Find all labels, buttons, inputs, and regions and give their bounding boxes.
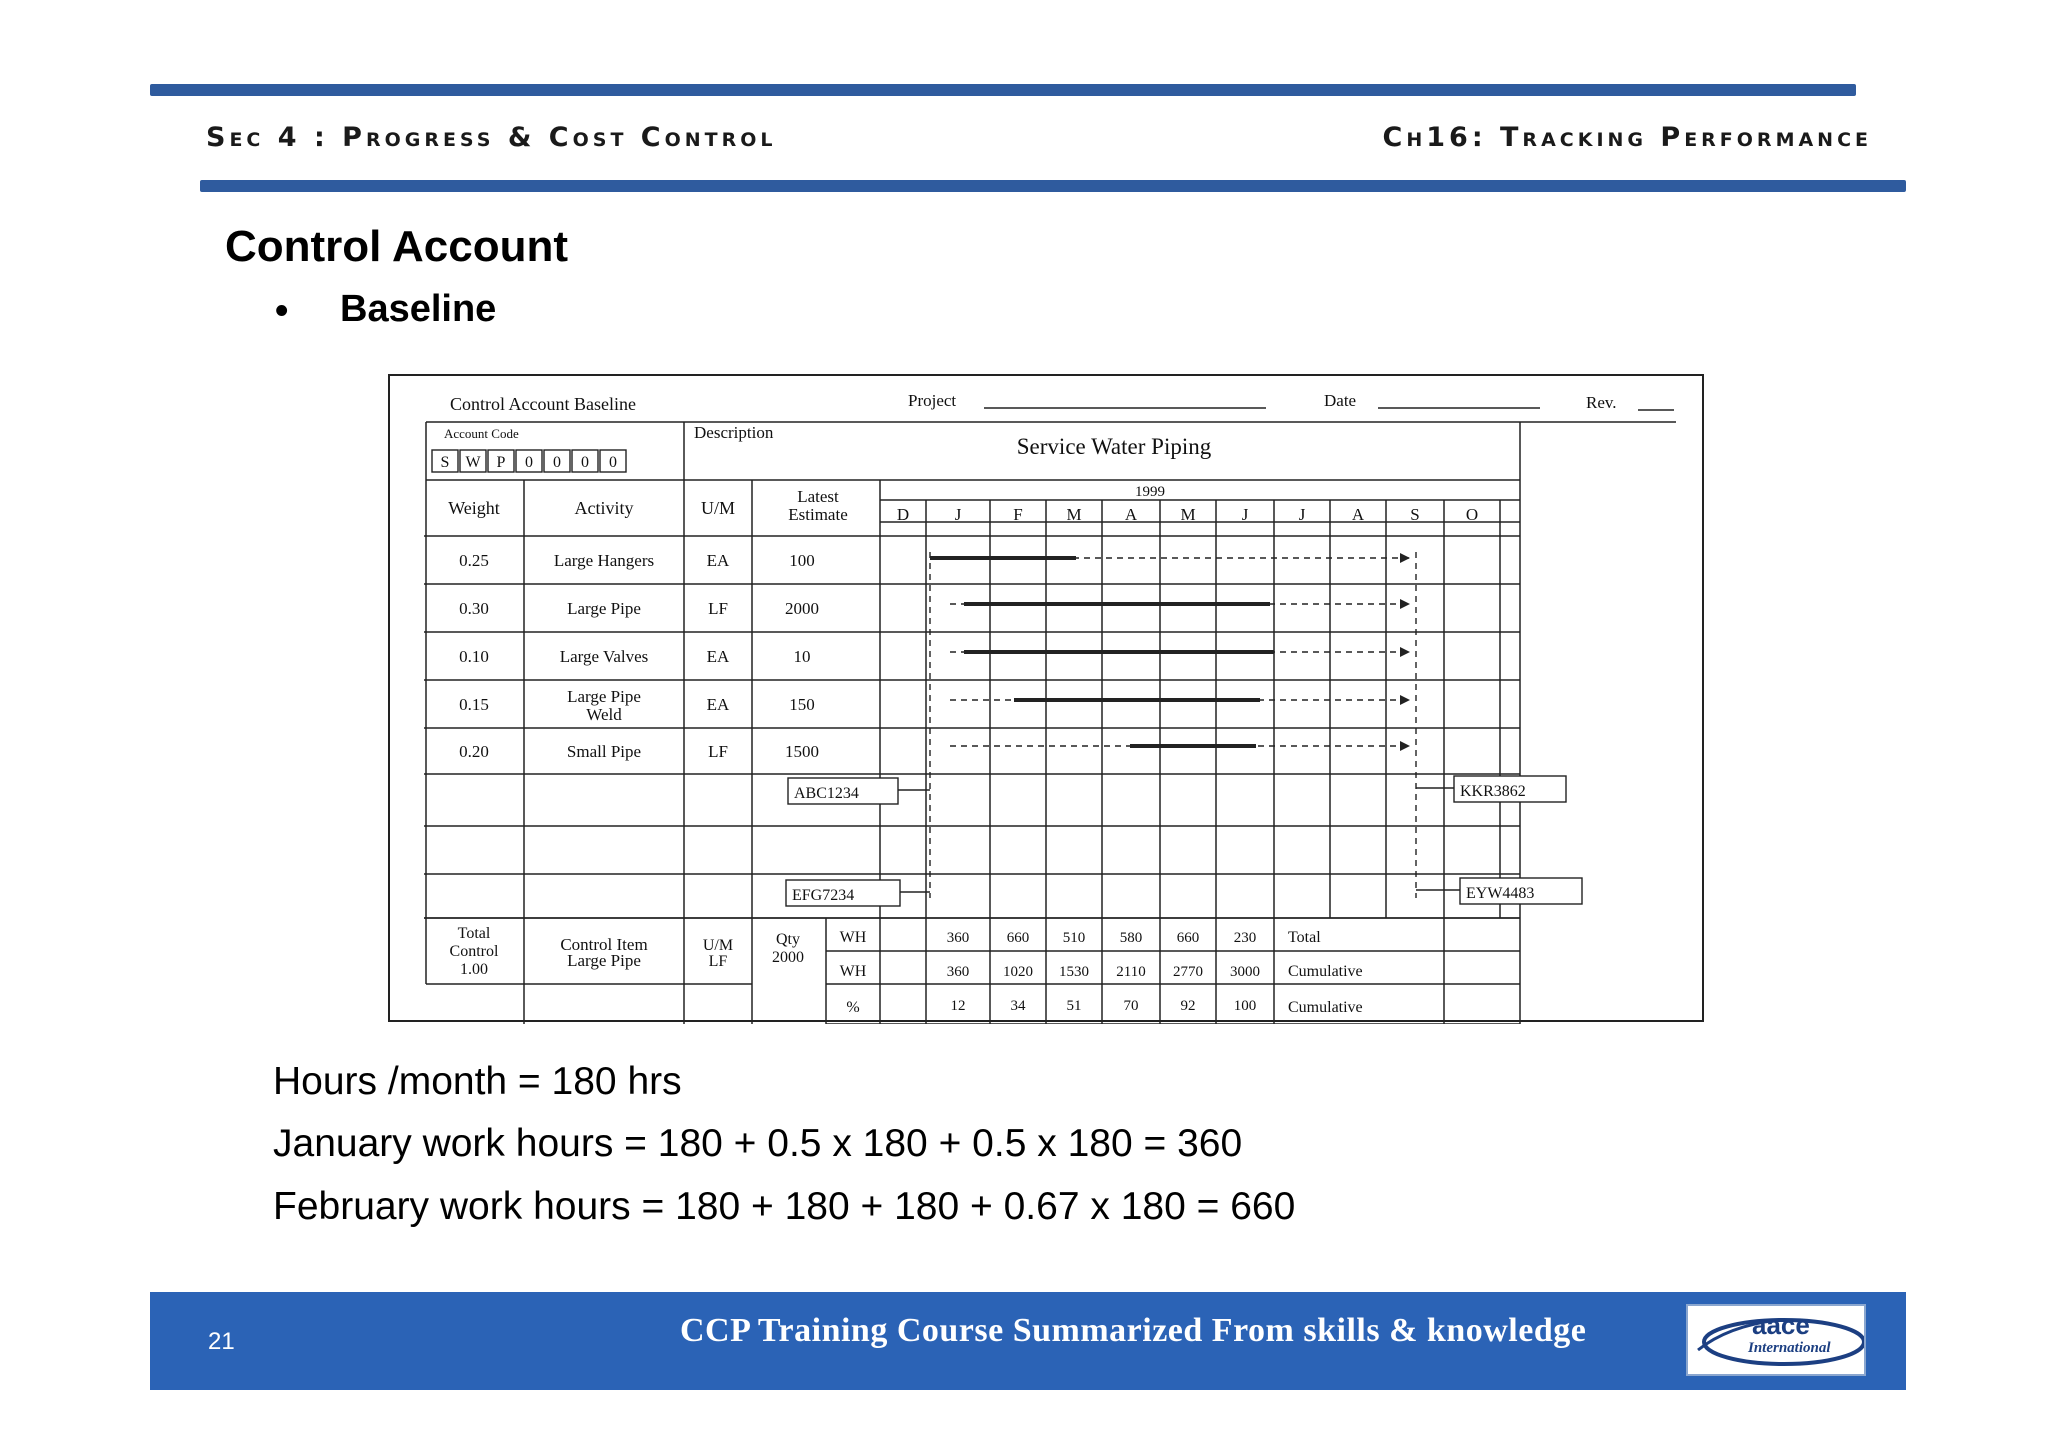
percent-value: 92 [1180, 998, 1196, 1014]
chapter-title: Ch16: Tracking Performance [1382, 122, 1872, 153]
wh-cumulative-value: 360 [946, 964, 970, 980]
footer-bar [150, 1292, 1906, 1390]
summary-right-label: Cumulative [1288, 999, 1363, 1016]
bar-arrow-icon [1400, 599, 1410, 609]
tag-label: ABC1234 [794, 785, 859, 802]
total-label-2: Control [449, 943, 499, 960]
percent-value: 51 [1066, 998, 1082, 1014]
row-um: LF [708, 599, 728, 618]
row-estimate: 150 [789, 695, 815, 714]
row-weight: 0.30 [459, 599, 489, 618]
control-account-baseline-form [388, 374, 1704, 1022]
activity-header: Activity [574, 498, 634, 518]
wh-cumulative-value: 3000 [1230, 964, 1260, 980]
form-title: Control Account Baseline [450, 394, 636, 414]
wh-cumulative-value: 2110 [1116, 964, 1146, 980]
description-value: Service Water Piping [1016, 434, 1212, 459]
baseline-form-drawing [390, 376, 1706, 1024]
row-activity: Large Hangers [553, 551, 655, 570]
wh-cumulative-value: 2770 [1173, 964, 1203, 980]
um-header: U/M [700, 498, 736, 518]
wh-cumulative-value: 1020 [1003, 964, 1033, 980]
summary-right-label: Cumulative [1288, 963, 1363, 980]
total-label-1: Total [457, 925, 491, 942]
month-label: A [1351, 505, 1365, 524]
weight-header: Weight [448, 498, 500, 518]
month-label: F [1013, 505, 1023, 524]
header-rule-bottom [200, 180, 1906, 192]
row-activity: Small Pipe [566, 742, 642, 761]
bar-arrow-icon [1400, 741, 1410, 751]
wh-value: 510 [1062, 930, 1086, 946]
row-um: LF [708, 742, 728, 761]
bar-arrow-icon [1400, 647, 1410, 657]
month-label: A [1124, 505, 1138, 524]
account-code-char: S [440, 454, 450, 471]
month-label: J [1298, 505, 1306, 524]
row-estimate: 100 [789, 551, 815, 570]
month-label: M [1066, 505, 1082, 524]
wh-value: 660 [1176, 930, 1200, 946]
month-label: O [1465, 505, 1479, 524]
wh-value: 230 [1233, 930, 1257, 946]
row-um: EA [706, 647, 730, 666]
header-rule-top [150, 84, 1856, 96]
row-estimate: 1500 [785, 742, 819, 761]
month-label: M [1180, 505, 1196, 524]
account-code-char: W [465, 454, 481, 471]
tag-label: KKR3862 [1460, 783, 1526, 800]
description-label: Description [694, 423, 774, 442]
equation-january: January work hours = 180 + 0.5 x 180 + 0.5 x 180 = 360 [273, 1122, 1243, 1165]
summary-row-label: % [846, 999, 860, 1016]
row-estimate: 10 [793, 647, 811, 666]
wh-cumulative-value: 1530 [1059, 964, 1089, 980]
tag-label: EFG7234 [792, 887, 855, 904]
percent-value: 100 [1233, 998, 1257, 1014]
control-item-label-1: Control Item [560, 935, 648, 954]
wh-value: 660 [1006, 930, 1030, 946]
summary-um-2: LF [708, 953, 728, 970]
page-number: 21 [208, 1328, 235, 1355]
account-code-char: P [496, 454, 506, 471]
account-code-char: 0 [581, 454, 589, 471]
logo-sub-text: International [1748, 1340, 1831, 1356]
row-um: EA [706, 551, 730, 570]
row-weight: 0.25 [459, 551, 489, 570]
summary-row-label: WH [839, 929, 867, 946]
account-code-char: 0 [609, 454, 617, 471]
percent-value: 70 [1123, 998, 1139, 1014]
bullet-text: Baseline [340, 288, 497, 330]
account-code-char: 0 [525, 454, 533, 471]
row-weight: 0.15 [459, 695, 489, 714]
summary-row-label: WH [839, 963, 867, 980]
rev-label: Rev. [1586, 393, 1617, 412]
summary-qty-1: Qty [776, 931, 800, 948]
equation-hours-month: Hours /month = 180 hrs [273, 1060, 682, 1103]
summary-qty-2: 2000 [772, 949, 804, 966]
equation-february: February work hours = 180 + 180 + 180 + 0.67 x 180 = 660 [273, 1185, 1296, 1228]
year-label: 1999 [1135, 484, 1165, 500]
aace-logo [1686, 1304, 1866, 1376]
percent-value: 12 [950, 998, 966, 1014]
wh-value: 580 [1119, 930, 1143, 946]
account-code-char: 0 [553, 454, 561, 471]
summary-right-label: Total [1288, 929, 1321, 946]
control-item-label-2: Large Pipe [567, 951, 641, 970]
date-label: Date [1324, 391, 1357, 410]
estimate-header-2: Estimate [788, 505, 848, 524]
account-code-label: Account Code [444, 426, 519, 441]
row-weight: 0.20 [459, 742, 489, 761]
row-estimate: 2000 [785, 599, 819, 618]
slide-title: Control Account [225, 222, 568, 271]
percent-value: 34 [1010, 998, 1026, 1014]
project-label: Project [908, 391, 957, 410]
row-activity: Large Valves [559, 647, 649, 666]
row-activity: Large Pipe [567, 687, 641, 706]
total-label-3: 1.00 [460, 961, 488, 978]
bullet-icon: • [275, 290, 289, 332]
wh-value: 360 [946, 930, 970, 946]
estimate-header-1: Latest [797, 487, 839, 506]
section-title: Sec 4 : Progress & Cost Control [206, 122, 777, 153]
month-label: S [1410, 505, 1420, 524]
logo-main-text: aace [1752, 1310, 1810, 1340]
row-um: EA [706, 695, 730, 714]
row-activity: Large Pipe [567, 599, 641, 618]
month-label: J [1241, 505, 1249, 524]
footer-text: CCP Training Course Summarized From skills & knowledge [680, 1312, 1587, 1349]
tag-label: EYW4483 [1466, 885, 1535, 902]
row-activity-2: Weld [586, 705, 622, 724]
summary-um-1: U/M [702, 937, 734, 954]
month-label: J [954, 505, 962, 524]
month-label: D [896, 505, 910, 524]
bar-arrow-icon [1400, 553, 1410, 563]
row-weight: 0.10 [459, 647, 489, 666]
bar-arrow-icon [1400, 695, 1410, 705]
